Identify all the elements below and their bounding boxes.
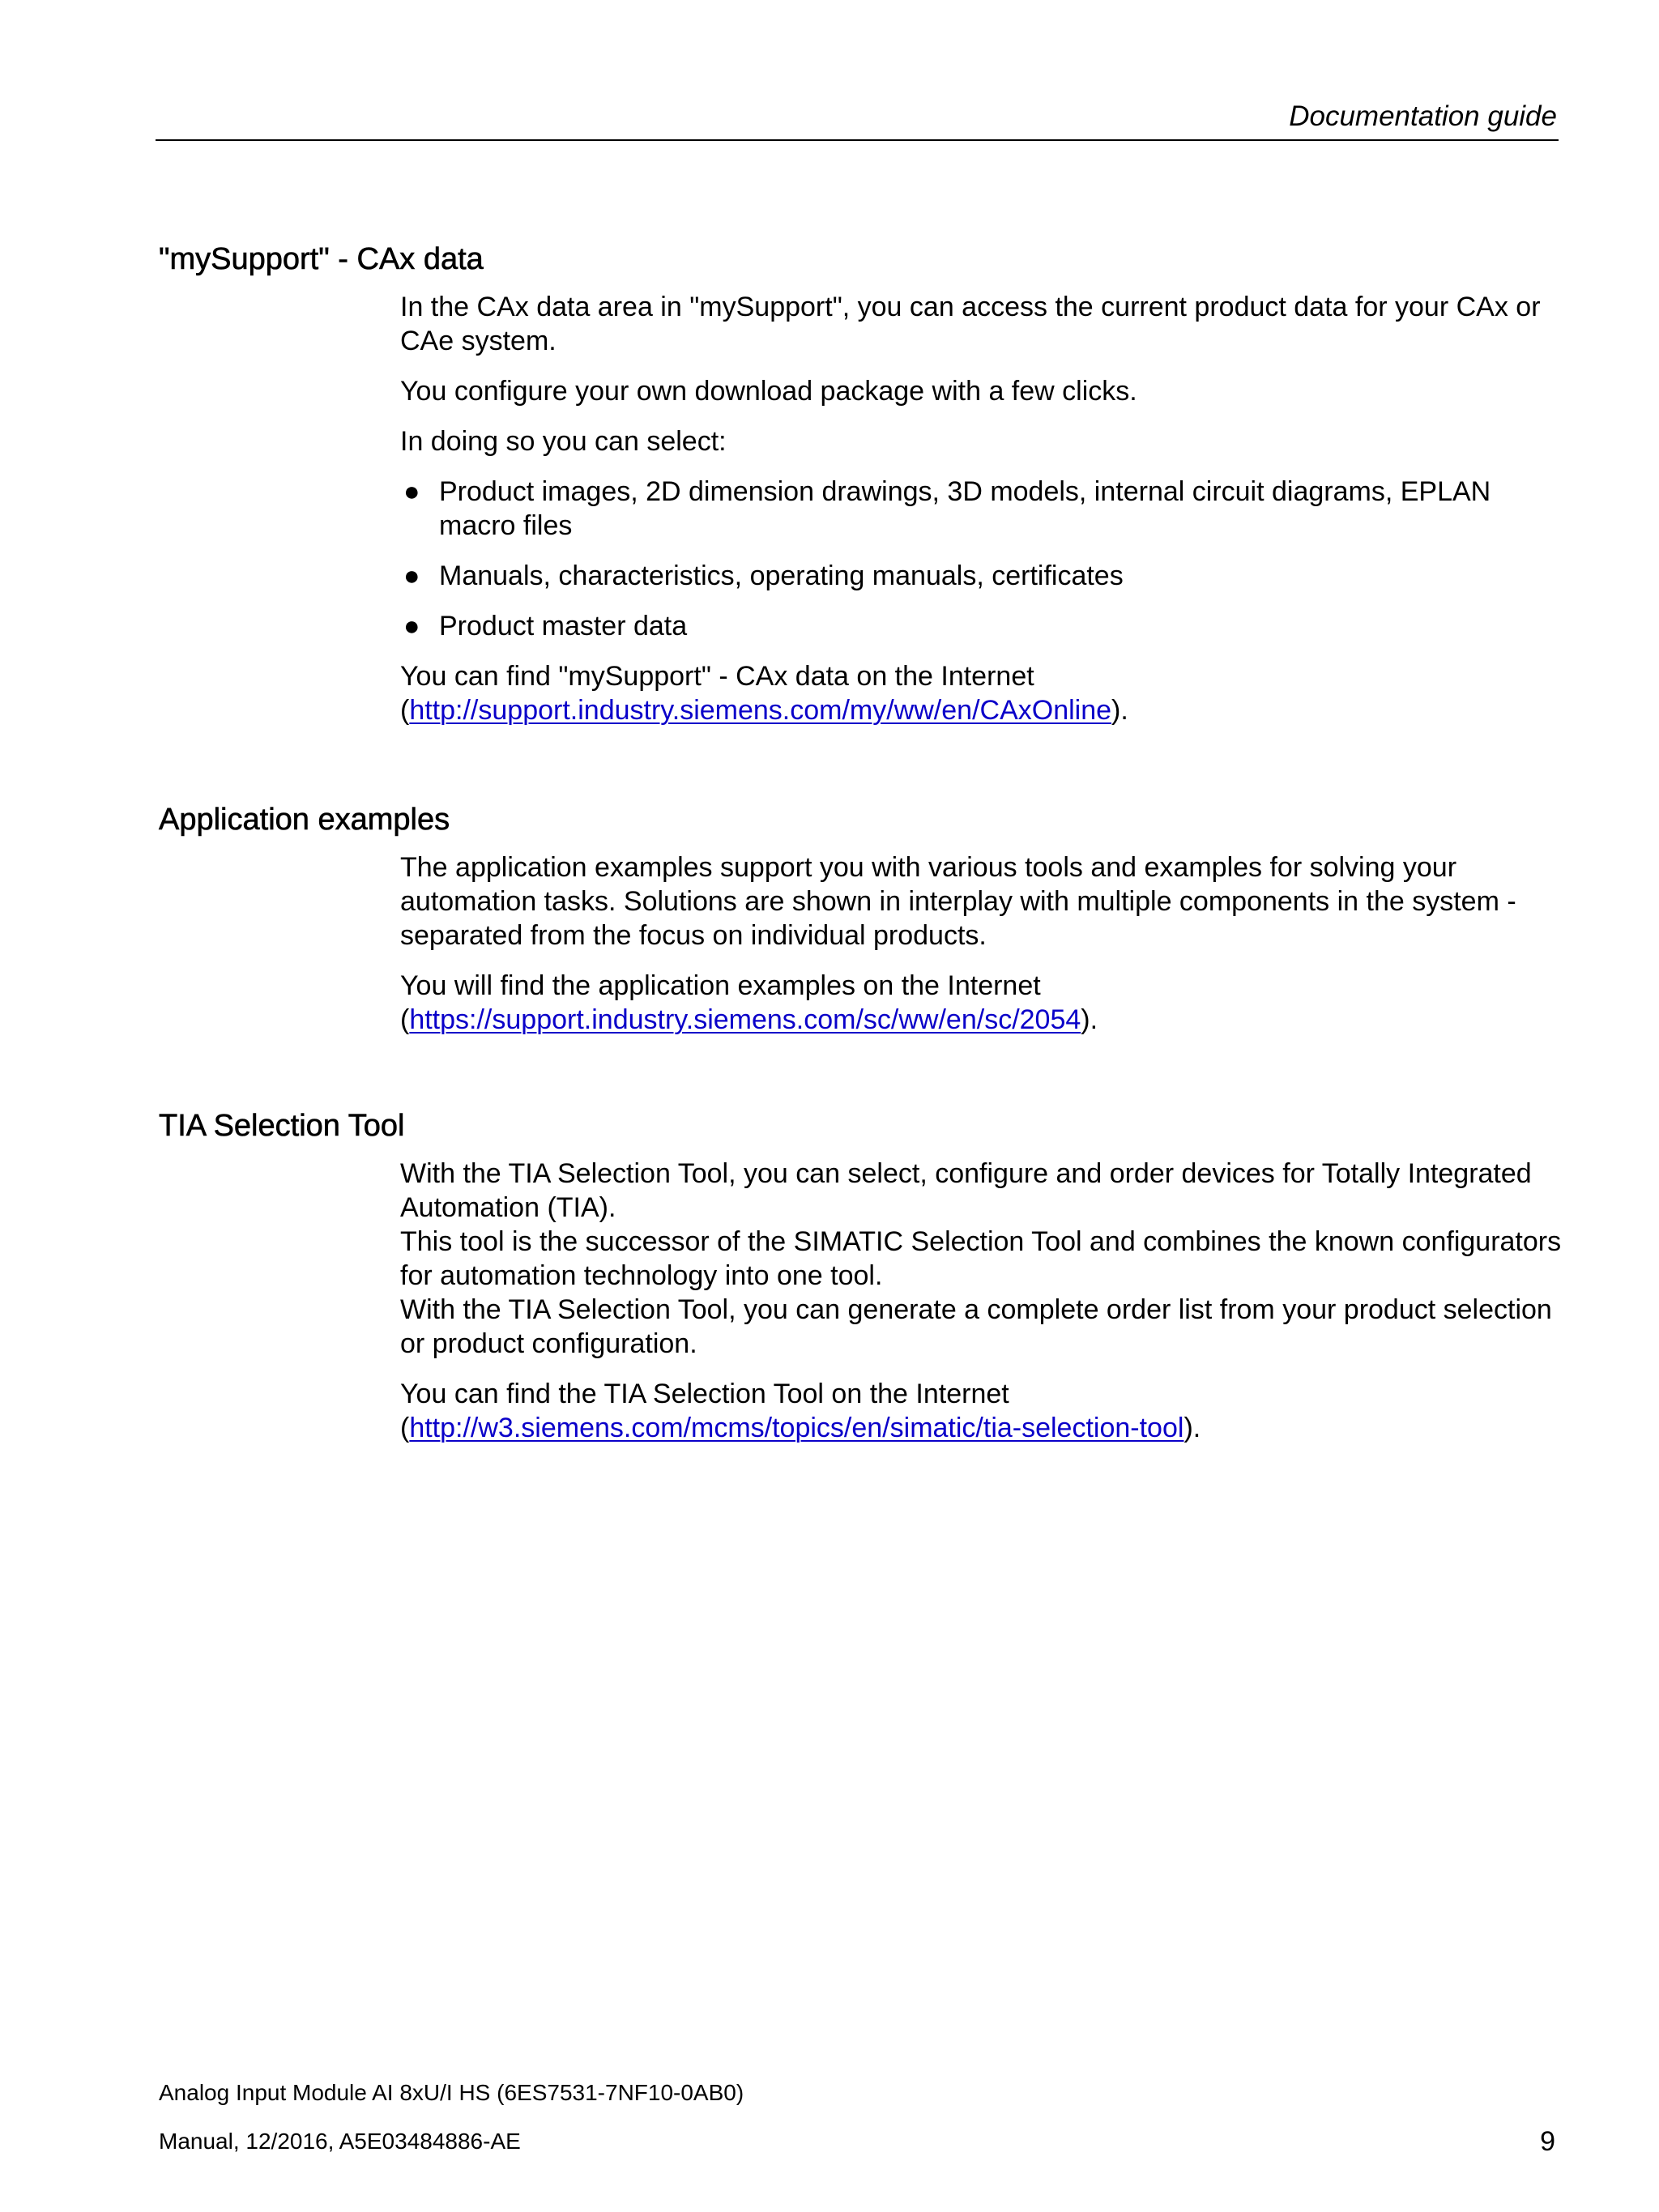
- find-text: You can find the TIA Selection Tool on the Internet: [400, 1379, 1009, 1409]
- list-item: [400, 559, 1567, 593]
- page-number: 9: [1540, 2126, 1555, 2157]
- paragraph: In the CAx data area in "mySupport", you can access the current product data for your CAx or CAe system.: [400, 292, 1541, 356]
- header-title: Documentation guide: [1289, 100, 1557, 132]
- link-paren-open: (: [400, 695, 410, 726]
- section-body: [400, 850, 1567, 1037]
- bullet-list: [400, 475, 1567, 643]
- section-heading: Application examples: [159, 803, 450, 837]
- section-tia-selection-tool: [159, 1108, 1568, 1461]
- application-examples-link[interactable]: https://support.industry.siemens.com/sc/ww/en/sc/2054: [409, 1004, 1081, 1035]
- list-item-text: Product master data: [439, 611, 688, 641]
- text-line: With the TIA Selection Tool, you can select, configure and order devices for Totally Integrated Automation (TIA).: [400, 1158, 1532, 1223]
- find-text: You will find the application examples on the Internet: [400, 970, 1041, 1001]
- link-paren-open: (: [400, 1413, 410, 1443]
- section-heading: TIA Selection Tool: [159, 1109, 405, 1143]
- link-paren-close: ).: [1183, 1413, 1201, 1443]
- footer-product-line: Analog Input Module AI 8xU/I HS (6ES7531-7NF10-0AB0): [159, 2080, 744, 2105]
- bullet-icon: ●: [403, 611, 420, 641]
- section-body: [400, 1157, 1567, 1445]
- section-application-examples: [159, 802, 1568, 1053]
- bullet-icon: ●: [403, 476, 420, 507]
- section-mysupport-cax: [159, 241, 1568, 744]
- paragraph: [400, 1157, 1567, 1361]
- list-item-text: Manuals, characteristics, operating manuals, certificates: [439, 560, 1124, 591]
- list-item: [400, 475, 1567, 543]
- paragraph: The application examples support you with various tools and examples for solving your automation tasks. Solutions are shown in interplay with multiple components in the system - separated from the focus on individual products.: [400, 852, 1516, 951]
- paragraph-find: [400, 659, 1567, 727]
- list-item: [400, 609, 1567, 643]
- link-paren-close: ).: [1111, 695, 1128, 726]
- text-line: This tool is the successor of the SIMATIC Selection Tool and combines the known configurators for automation technology into one tool.: [400, 1226, 1562, 1291]
- footer-manual-line: Manual, 12/2016, A5E03484886-AE: [159, 2129, 521, 2154]
- paragraph: In doing so you can select:: [400, 426, 727, 457]
- paragraph: You configure your own download package with a few clicks.: [400, 376, 1137, 407]
- running-header: [156, 99, 1559, 141]
- text-line: With the TIA Selection Tool, you can generate a complete order list from your product selection or product configuration.: [400, 1294, 1552, 1359]
- find-text: You can find "mySupport" - CAx data on the Internet: [400, 661, 1034, 692]
- paragraph-find: [400, 969, 1567, 1037]
- link-paren-open: (: [400, 1004, 410, 1035]
- link-paren-close: ).: [1081, 1004, 1098, 1035]
- bullet-icon: ●: [403, 560, 420, 591]
- tia-selection-tool-link[interactable]: http://w3.siemens.com/mcms/topics/en/simatic/tia-selection-tool: [409, 1413, 1184, 1443]
- section-heading: "mySupport" - CAx data: [159, 242, 484, 276]
- section-body: [400, 290, 1567, 727]
- page-footer: [159, 2078, 744, 2176]
- paragraph-find: [400, 1377, 1567, 1445]
- list-item-text: Product images, 2D dimension drawings, 3D models, internal circuit diagrams, EPLAN macro files: [439, 476, 1491, 541]
- cax-online-link[interactable]: http://support.industry.siemens.com/my/ww/en/CAxOnline: [409, 695, 1112, 726]
